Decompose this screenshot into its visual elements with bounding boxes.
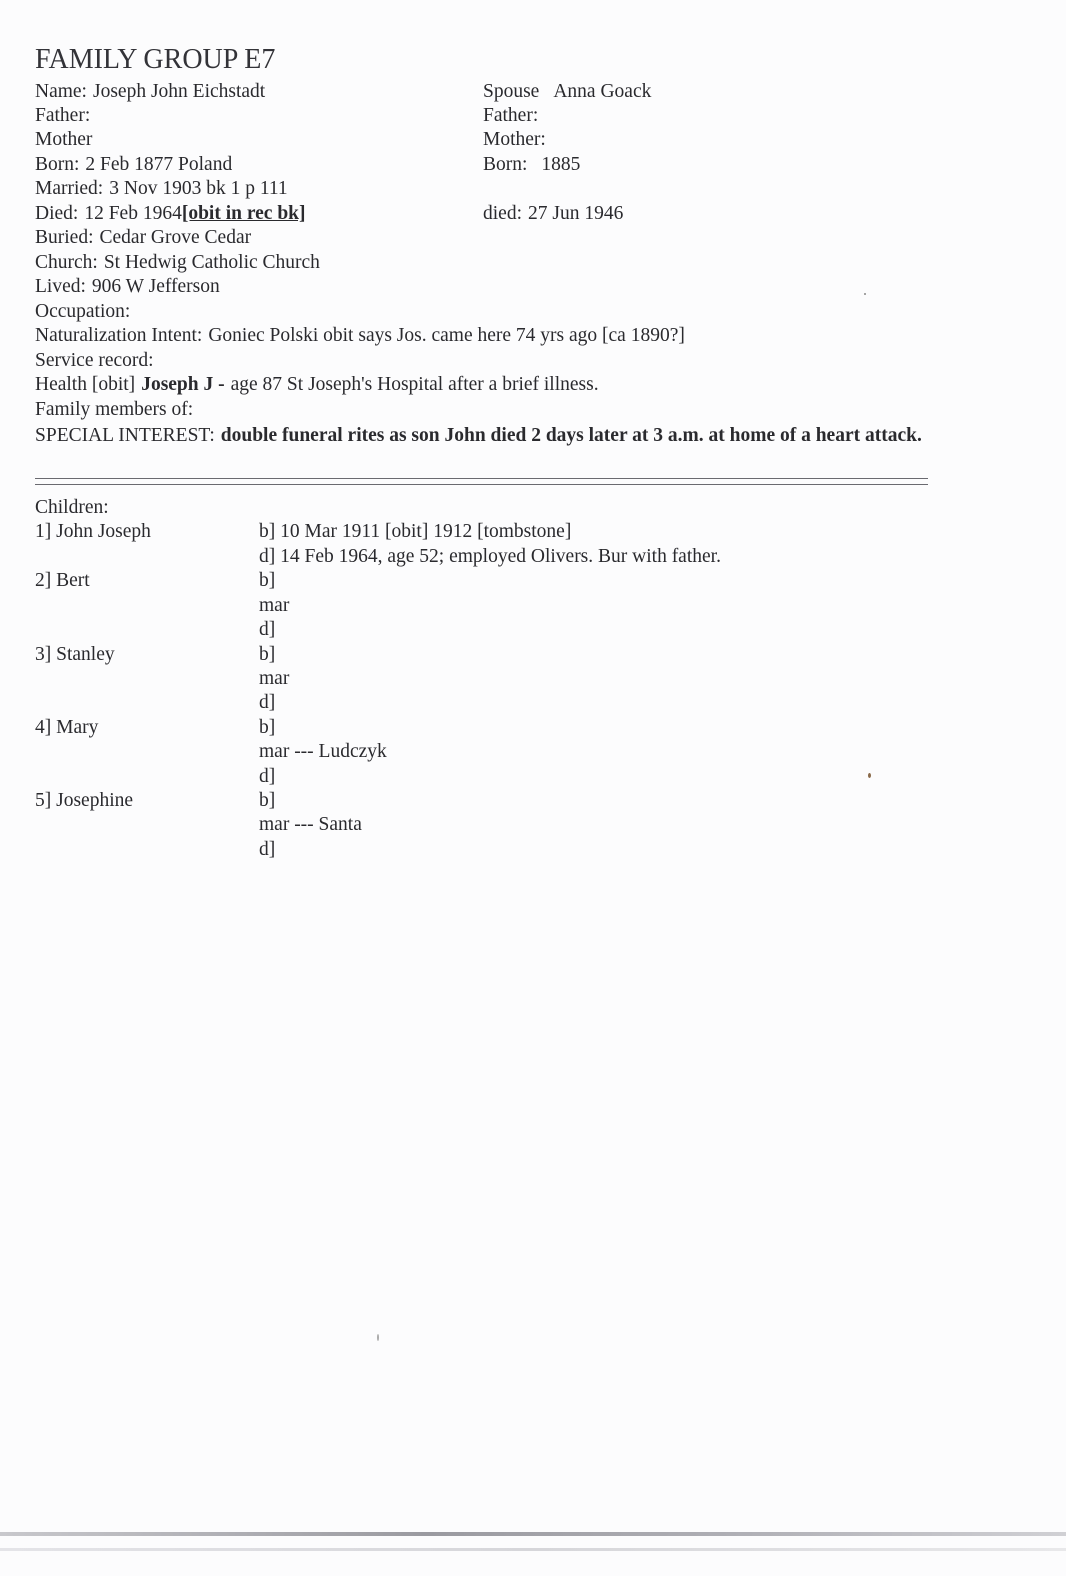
- buried-label: Buried:: [35, 227, 94, 248]
- child-detail: b] 10 Mar 1911 [obit] 1912 [tombstone]: [259, 521, 572, 542]
- married-value: 3 Nov 1903 bk 1 p 111: [109, 178, 288, 199]
- occupation-row: [35, 300, 130, 324]
- special-label: SPECIAL INTEREST:: [35, 425, 215, 446]
- child-name: 5] Josephine: [35, 790, 134, 811]
- child-detail: d]: [259, 619, 276, 640]
- child-name: 3] Stanley: [35, 644, 115, 665]
- family-members-row: [35, 398, 193, 422]
- church-label: Church:: [35, 252, 98, 273]
- scan-edge-line: [0, 1548, 1066, 1551]
- scan-speck: [864, 293, 866, 295]
- child-detail: d] 14 Feb 1964, age 52; employed Olivers. Bur with father.: [259, 546, 721, 567]
- church-row: [35, 251, 320, 275]
- spouse-born: 1885: [541, 154, 581, 175]
- child-name: 1] John Joseph: [35, 521, 151, 542]
- spouse-name: Anna Goack: [553, 81, 652, 102]
- family-members-label: Family members of:: [35, 399, 194, 420]
- husband-name: Joseph John Eichstadt: [92, 81, 266, 102]
- scan-edge-line: [0, 1532, 1066, 1536]
- child-detail: mar --- Santa: [259, 814, 362, 835]
- child-detail: mar --- Ludczyk: [259, 741, 387, 762]
- child-name: 4] Mary: [35, 717, 99, 738]
- spouse-mother-label: Mother:: [483, 129, 546, 150]
- scan-speck: [377, 1334, 379, 1341]
- spouse-born-label: Born:: [483, 154, 528, 175]
- child-detail: b]: [259, 570, 276, 591]
- died-label: Died:: [35, 203, 79, 224]
- child-detail: b]: [259, 644, 276, 665]
- service-row: [35, 349, 154, 373]
- page-title: FAMILY GROUP E7: [35, 44, 276, 75]
- health-name: Joseph J -: [141, 374, 225, 395]
- child-detail: b]: [259, 717, 276, 738]
- child-detail: mar: [259, 595, 290, 616]
- husband-name-row: [35, 80, 265, 104]
- spouse-died-row: [483, 202, 623, 226]
- spouse-father-row: [483, 104, 538, 128]
- husband-father-row: [35, 104, 90, 128]
- naturalization-label: Naturalization Intent:: [35, 325, 203, 346]
- lived-row: [35, 275, 220, 299]
- lived-value: 906 W Jefferson: [91, 276, 220, 297]
- spouse-name-row: [483, 80, 651, 104]
- married-label: Married:: [35, 178, 104, 199]
- health-row: [35, 373, 599, 397]
- children-label: Children:: [35, 497, 109, 518]
- spouse-died-label: died:: [483, 203, 522, 224]
- born-label: Born:: [35, 154, 80, 175]
- father-label: Father:: [35, 105, 91, 126]
- naturalization-value: Goniec Polski obit says Jos. came here 74 yrs ago [ca 1890?]: [208, 325, 685, 346]
- child-detail: d]: [259, 766, 276, 787]
- health-value: age 87 St Joseph's Hospital after a brief illness.: [230, 374, 599, 395]
- spouse-father-label: Father:: [483, 105, 539, 126]
- child-name: 2] Bert: [35, 570, 90, 591]
- service-label: Service record:: [35, 350, 154, 371]
- spouse-died: 27 Jun 1946: [528, 203, 624, 224]
- buried-value: Cedar Grove Cedar: [99, 227, 252, 248]
- buried-row: [35, 226, 251, 250]
- spouse-mother-row: [483, 128, 546, 152]
- spouse-label: Spouse: [483, 81, 540, 102]
- occupation-label: Occupation:: [35, 301, 131, 322]
- lived-label: Lived:: [35, 276, 86, 297]
- special-interest: [35, 423, 935, 448]
- spouse-born-row: [483, 153, 580, 177]
- child-detail: b]: [259, 790, 276, 811]
- health-label: Health [obit]: [35, 374, 136, 395]
- scan-speck: [868, 773, 871, 778]
- obit-note: [obit in rec bk]: [181, 203, 306, 224]
- double-rule-divider: [35, 478, 928, 485]
- child-detail: d]: [259, 839, 276, 860]
- name-label: Name:: [35, 81, 87, 102]
- husband-died-row: [35, 202, 306, 226]
- husband-born-row: [35, 153, 232, 177]
- husband-born: 2 Feb 1877 Poland: [85, 154, 233, 175]
- married-row: [35, 177, 288, 201]
- church-value: St Hedwig Catholic Church: [103, 252, 320, 273]
- husband-mother-row: [35, 128, 92, 152]
- special-value: double funeral rites as son John died 2 days later at 3 a.m. at home of a heart attack.: [220, 425, 922, 446]
- husband-died: 12 Feb 1964: [84, 203, 182, 224]
- child-detail: mar: [259, 668, 290, 689]
- child-detail: d]: [259, 692, 276, 713]
- naturalization-row: [35, 324, 685, 348]
- mother-label: Mother: [35, 129, 93, 150]
